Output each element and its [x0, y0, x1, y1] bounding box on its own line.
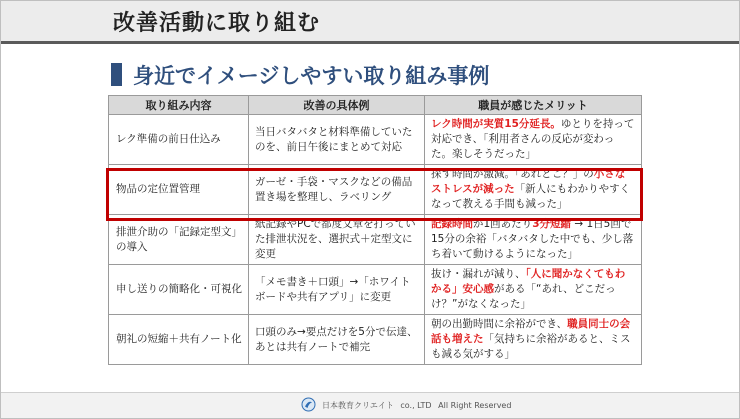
- column-header-merit: 職員が感じたメリット: [425, 96, 642, 115]
- merit-text: が1回あたり: [473, 218, 533, 230]
- cell-merit: [425, 115, 642, 165]
- page-title: 改善活動に取り組む: [113, 11, 321, 36]
- cell-example: 口頭のみ→要点だけを5分で伝達、あとは共有ノートで補完: [249, 315, 425, 365]
- highlight-box: [106, 168, 643, 221]
- merit-emphasis: 記録時間: [431, 218, 473, 230]
- cell-item: レク準備の前日仕込み: [109, 115, 249, 165]
- merit-text: → 1日5回で15分の余裕「バタバタした中でも、少し落ち着いて動けるようになった」: [431, 218, 634, 260]
- merit-emphasis: 3分短縮: [532, 218, 571, 230]
- company-suffix: co., LTD: [400, 401, 432, 410]
- merit-emphasis: 実質15分延長: [483, 118, 551, 130]
- cell-merit: [425, 265, 642, 315]
- merit-emphasis: レク時間が: [431, 118, 484, 130]
- cell-example: 当日バタバタと材料準備していたのを、前日午後にまとめて対応: [249, 115, 425, 165]
- merit-emphasis: 。: [550, 118, 561, 130]
- merit-text: 「気持ちに余裕があると、ミスも減る気がする」: [431, 333, 631, 360]
- cell-item: 物品の定位置管理: [109, 165, 249, 215]
- merit-text: ゆとりを持って対応でき、「利用者さんの反応が変わった。楽しそうだった」: [431, 118, 635, 160]
- cell-merit: [425, 315, 642, 365]
- title-bar: [1, 1, 739, 41]
- improvement-table: [108, 95, 642, 365]
- cell-item: 排泄介助の「記録定型文」の導入: [109, 215, 249, 265]
- column-header-example: 改善の具体例: [249, 96, 425, 115]
- company-name: 日本教育クリエイト: [322, 401, 394, 410]
- title-divider: [1, 41, 739, 44]
- table-row: [109, 265, 642, 315]
- table-row: [109, 115, 642, 165]
- table-header-row: [109, 96, 642, 115]
- merit-text: 「新人にもわかりやすくなって教える手間も減った」: [431, 183, 631, 210]
- copyright-text: [322, 400, 515, 411]
- merit-text: 朝の出勤時間に余裕ができ、: [431, 318, 568, 330]
- footer: [1, 393, 739, 418]
- cell-merit: [425, 215, 642, 265]
- cell-example: ガーゼ・手袋・マスクなどの備品置き場を整理し、ラベリング: [249, 165, 425, 215]
- merit-text: 抜け・漏れが減り、: [431, 268, 526, 280]
- cell-item: 朝礼の短縮＋共有ノート化: [109, 315, 249, 365]
- rights-text: All Right Reserved: [438, 401, 512, 410]
- merit-emphasis: 職員同士の会話も増えた: [431, 318, 631, 345]
- merit-text: 探す時間が激減。「あれどこ？」の: [431, 168, 594, 180]
- table-row: [109, 315, 642, 365]
- merit-text: がある「“あれ、どこだっけ？”がなくなった」: [431, 283, 616, 310]
- table-row: [109, 215, 642, 265]
- section-subtitle: 身近でイメージしやすい取り組み事例: [133, 64, 490, 88]
- company-logo-icon: [301, 397, 316, 412]
- merit-emphasis: 小さなストレスが減った: [431, 168, 626, 195]
- section-marker: [111, 63, 122, 86]
- merit-emphasis: 「人に聞かなくてもわかる」安心感: [431, 268, 626, 295]
- cell-item: 申し送りの簡略化・可視化: [109, 265, 249, 315]
- cell-example: 紙記録やPCで都度文章を打っていた排泄状況を、選択式＋定型文に変更: [249, 215, 425, 265]
- cell-example: 「メモ書き＋口頭」→「ホワイトボードや共有アプリ」に変更: [249, 265, 425, 315]
- column-header-item: 取り組み内容: [109, 96, 249, 115]
